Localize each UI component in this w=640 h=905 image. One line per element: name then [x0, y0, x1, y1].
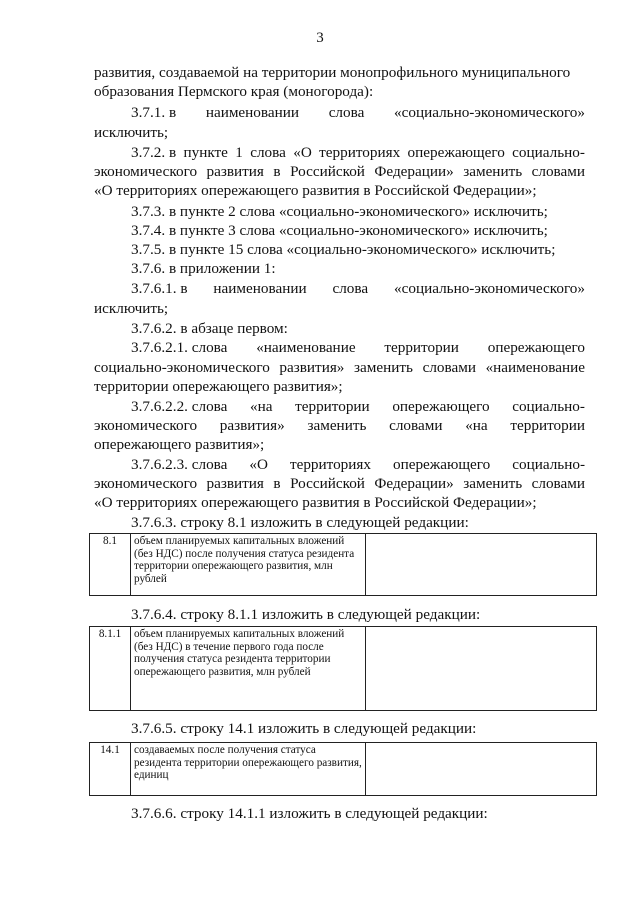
- text-line-justified: [131, 398, 585, 416]
- text-line: развития, создаваемой на территории монопрофильного муниципального: [94, 64, 571, 81]
- word: территории: [295, 398, 370, 415]
- word: 3.7.6.2.2. слова: [131, 398, 228, 415]
- word: территории: [384, 339, 459, 356]
- word: опережающего: [392, 456, 491, 473]
- word: Федерации»: [374, 163, 454, 180]
- text-line-justified: [94, 163, 585, 181]
- text-line: 3.7.6. в приложении 1:: [131, 260, 276, 277]
- row-value: [366, 627, 597, 711]
- word: территории: [510, 417, 585, 434]
- word: социально-: [512, 144, 585, 161]
- text-line-justified: [131, 280, 585, 298]
- word: наименовании: [213, 280, 307, 297]
- word: заменить: [307, 417, 367, 434]
- row-number: 8.1: [90, 534, 131, 596]
- word: словами: [389, 417, 443, 434]
- word: опережающего: [392, 398, 490, 415]
- word: экономического: [94, 163, 198, 180]
- text-line: территории опережающего развития»;: [94, 378, 343, 395]
- text-line: «О территориях опережающего развития в Российской Федерации»;: [94, 182, 537, 199]
- text-line: 3.7.6.4. строку 8.1.1 изложить в следующей редакции:: [131, 606, 481, 623]
- word: развития: [206, 475, 264, 492]
- word: слова: [328, 104, 365, 121]
- table-row-8-1: [89, 533, 597, 596]
- word: территориях: [319, 144, 401, 161]
- word: территориях: [289, 456, 371, 473]
- word: социально-: [512, 456, 585, 473]
- word: слова: [332, 280, 369, 297]
- row-description: объем планируемых капитальных вложений (без НДС) после получения статуса резидента территории опережающего развития, млн рублей: [131, 534, 366, 596]
- word: Российской: [290, 163, 365, 180]
- word: опережающего: [407, 144, 505, 161]
- table-row-14-1: [89, 742, 597, 796]
- text-line-justified: [131, 144, 585, 162]
- word: наименовании: [205, 104, 299, 121]
- word: в: [273, 163, 281, 180]
- word: заменить: [463, 163, 523, 180]
- word: «О: [249, 456, 268, 473]
- word: в: [273, 475, 281, 492]
- word: опережающего: [487, 339, 585, 356]
- word: словами: [531, 475, 585, 492]
- word: «наименование: [256, 339, 356, 356]
- word: словами: [422, 359, 476, 376]
- page-number: 3: [316, 30, 324, 46]
- text-line: исключить;: [94, 300, 169, 317]
- text-line: исключить;: [94, 124, 169, 141]
- text-line-justified: [94, 475, 585, 493]
- text-line-justified: [131, 456, 585, 474]
- row-value: [366, 534, 597, 596]
- word: развития»: [219, 417, 285, 434]
- text-line-justified: [131, 104, 585, 122]
- row-description: объем планируемых капитальных вложений (без НДС) в течение первого года после получения статуса резидента территории опережающего развития, млн рублей: [131, 627, 366, 711]
- text-line: 3.7.6.3. строку 8.1 изложить в следующей редакции:: [131, 514, 469, 531]
- word: «наименование: [485, 359, 585, 376]
- word: 3.7.6.2.1. слова: [131, 339, 228, 356]
- word: заменить: [354, 359, 413, 376]
- text-line: 3.7.5. в пункте 15 слова «социально-экономического» исключить;: [131, 241, 556, 258]
- word: пункте: [183, 144, 228, 161]
- word: 3.7.6.1. в: [131, 280, 188, 297]
- word: заменить: [463, 475, 523, 492]
- word: развития»: [279, 359, 345, 376]
- word: «на: [250, 398, 273, 415]
- text-line: 3.7.6.5. строку 14.1 изложить в следующей редакции:: [131, 720, 477, 737]
- text-line: «О территориях опережающего развития в Российской Федерации»;: [94, 494, 537, 511]
- text-line-justified: [131, 339, 585, 357]
- word: «социально-экономического»: [394, 280, 585, 297]
- text-line: 3.7.6.2. в абзаце первом:: [131, 320, 288, 337]
- row-number: 14.1: [90, 743, 131, 796]
- text-line-justified: [94, 359, 585, 377]
- word: экономического: [94, 475, 198, 492]
- word: социально-: [512, 398, 585, 415]
- word: экономического: [94, 417, 198, 434]
- word: словами: [531, 163, 585, 180]
- word: 3.7.6.2.3. слова: [131, 456, 228, 473]
- word: «О: [293, 144, 312, 161]
- row-description: создаваемых после получения статуса резидента территории опережающего развития, единиц: [131, 743, 366, 796]
- text-line: 3.7.4. в пункте 3 слова «социально-экономического» исключить;: [131, 222, 548, 239]
- word: Федерации»: [374, 475, 454, 492]
- text-line-justified: [94, 417, 585, 435]
- row-number: 8.1.1: [90, 627, 131, 711]
- word: Российской: [290, 475, 365, 492]
- table-row-8-1-1: [89, 626, 597, 711]
- word: 1: [235, 144, 243, 161]
- text-line: 3.7.6.6. строку 14.1.1 изложить в следующей редакции:: [131, 805, 488, 822]
- word: «на: [465, 417, 488, 434]
- word: «социально-экономического»: [394, 104, 585, 121]
- text-line: опережающего развития»;: [94, 436, 265, 453]
- word: 3.7.1. в: [131, 104, 177, 121]
- word: 3.7.2. в: [131, 144, 177, 161]
- row-value: [366, 743, 597, 796]
- word: социально-экономического: [94, 359, 270, 376]
- text-line: 3.7.3. в пункте 2 слова «социально-экономического» исключить;: [131, 203, 548, 220]
- word: слова: [250, 144, 286, 161]
- word: развития: [206, 163, 264, 180]
- text-line: образования Пермского края (моногорода):: [94, 83, 374, 100]
